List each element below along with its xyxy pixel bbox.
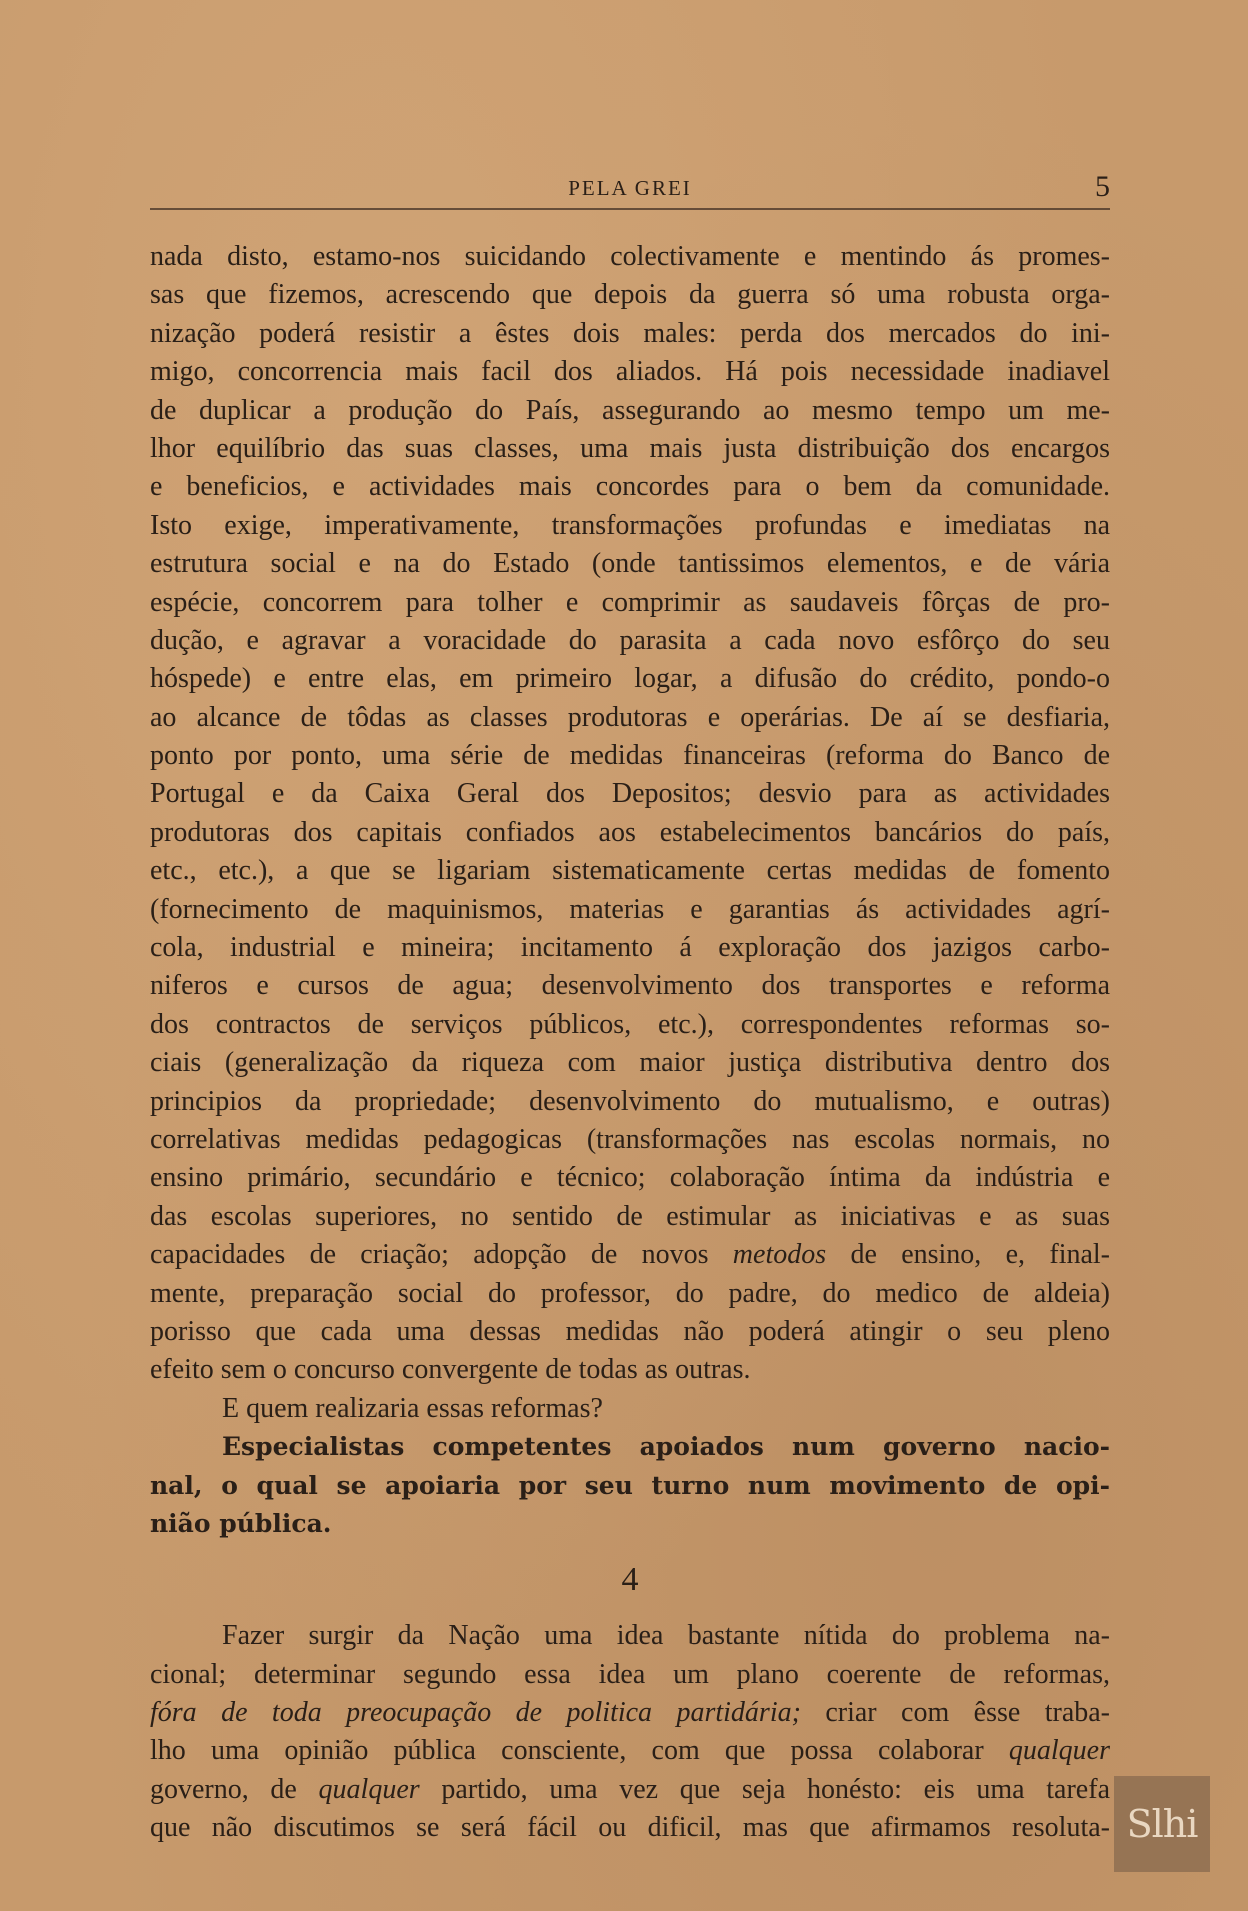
text-line: dos contractos de serviços públicos, etc.), correspondentes reformas so-	[150, 1008, 1110, 1040]
text-segment: de ensino, e, final-	[826, 1239, 1110, 1271]
text-line	[150, 1694, 1110, 1732]
text-segment: lho uma opinião pública consciente, com que possa colaborar	[150, 1735, 1009, 1767]
text-line: ensino primário, secundário e técnico; colaboração íntima da indústria e	[150, 1162, 1110, 1194]
text-segment: capacidades de criação; adopção de novos	[150, 1239, 733, 1271]
text-line: produtoras dos capitais confiados aos estabelecimentos bancários do país,	[150, 816, 1110, 848]
text-line: sas que fizemos, acrescendo que depois da guerra só uma robusta orga-	[150, 279, 1110, 311]
stamp-text: Slhi	[1126, 1802, 1198, 1846]
text-line: Fazer surgir da Nação uma idea bastante nítida do problema na-	[222, 1620, 1110, 1652]
running-title: PELA GREI	[568, 176, 692, 200]
text-line: espécie, concorrem para tolher e comprimir as saudaveis fôrças de pro-	[150, 586, 1110, 618]
body-text	[150, 238, 1110, 1848]
text-line: estrutura social e na do Estado (onde tantissimos elementos, e de vária	[150, 548, 1110, 580]
text-segment: governo, de	[150, 1773, 319, 1805]
text-line: cional; determinar segundo essa idea um plano coerente de reformas,	[150, 1658, 1110, 1690]
text-line	[150, 1771, 1110, 1809]
text-line: nização poderá resistir a êstes dois males: perda dos mercados do ini-	[150, 317, 1110, 349]
italic-word: qualquer	[318, 1773, 420, 1805]
text-line: das escolas superiores, no sentido de estimular as iniciativas e as suas	[150, 1200, 1110, 1232]
text-line	[150, 1732, 1110, 1770]
header-rule	[150, 208, 1110, 210]
text-line: ponto por ponto, uma série de medidas financeiras (reforma do Banco de	[150, 740, 1110, 772]
text-line: principios da propriedade; desenvolvimento do mutualismo, e outras)	[150, 1085, 1110, 1117]
text-line: porisso que cada uma dessas medidas não poderá atingir o seu pleno	[150, 1315, 1110, 1347]
text-line: correlativas medidas pedagogicas (transformações nas escolas normais, no	[150, 1123, 1110, 1155]
bold-answer-line: nião pública.	[150, 1508, 332, 1538]
italic-word: metodos	[732, 1239, 827, 1271]
bold-answer-line: Especialistas competentes apoiados num governo nacio-	[222, 1432, 1110, 1462]
text-segment: criar com êsse traba-	[800, 1697, 1110, 1729]
text-line: Portugal e da Caixa Geral dos Depositos; desvio para as actividades	[150, 778, 1110, 810]
running-head	[150, 170, 1110, 210]
text-line: dução, e agravar a voracidade do parasita a cada novo esfôrço do seu	[150, 624, 1110, 656]
text-line: etc., etc.), a que se ligariam sistematicamente certas medidas de fomento	[150, 855, 1110, 887]
bold-answer-line: nal, o qual se apoiaria por seu turno num movimento de opi-	[150, 1470, 1110, 1500]
question-line: E quem realizaria essas reformas?	[222, 1392, 603, 1424]
text-line: e beneficios, e actividades mais concordes para o bem da comunidade.	[150, 471, 1110, 503]
library-stamp	[1114, 1776, 1210, 1872]
text-line: niferos e cursos de agua; desenvolvimento dos transportes e reforma	[150, 970, 1110, 1002]
text-line: hóspede) e entre elas, em primeiro logar, a difusão do crédito, pondo-o	[150, 663, 1110, 695]
italic-phrase: fóra de toda preocupação de politica partidária;	[150, 1697, 801, 1729]
text-line: (fornecimento de maquinismos, materias e garantias ás actividades agrí-	[150, 893, 1110, 925]
section-number: 4	[621, 1561, 639, 1599]
text-segment: partido, uma vez que seja honésto: eis uma tarefa	[419, 1773, 1110, 1805]
text-line: mente, preparação social do professor, do padre, do medico de aldeia)	[150, 1277, 1110, 1309]
text-line: que não discutimos se será fácil ou dificil, mas que afirmamos resoluta-	[150, 1812, 1110, 1844]
text-line: de duplicar a produção do País, assegurando ao mesmo tempo um me-	[150, 394, 1110, 426]
italic-word: qualquer	[1008, 1735, 1110, 1767]
text-line: ao alcance de tôdas as classes produtoras e operárias. De aí se desfiaria,	[150, 701, 1110, 733]
text-line: migo, concorrencia mais facil dos aliados. Há pois necessidade inadiavel	[150, 356, 1110, 388]
text-line: nada disto, estamo-nos suicidando colectivamente e mentindo ás promes-	[150, 241, 1110, 272]
page-number: 5	[1095, 170, 1110, 203]
text-line: efeito sem o concurso convergente de todas as outras.	[150, 1354, 751, 1386]
text-line: ciais (generalização da riqueza com maior justiça distributiva dentro dos	[150, 1047, 1110, 1079]
text-line: Isto exige, imperativamente, transformações profundas e imediatas na	[150, 509, 1110, 541]
text-line	[150, 1236, 1110, 1274]
text-line: lhor equilíbrio das suas classes, uma mais justa distribuição dos encargos	[150, 432, 1110, 464]
text-line: cola, industrial e mineira; incitamento á exploração dos jazigos carbo-	[150, 932, 1110, 964]
